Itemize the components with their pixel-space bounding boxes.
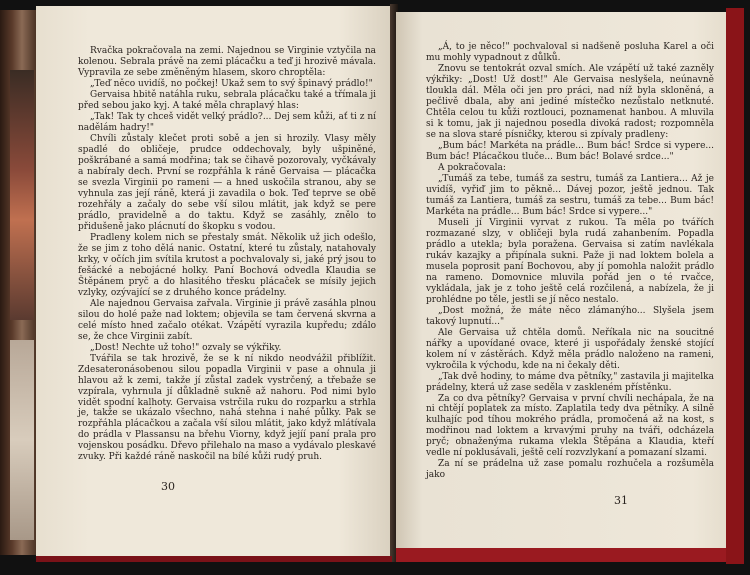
paragraph: „Tak! Tak ty chceš vidět velký prádlo?... Dej sem kůži, ať ti z ní nadělám hadry!" [78, 111, 376, 133]
paragraph: „Tumáš za tebe, tumáš za sestru, tumáš za Lantiera... Až je uvidíš, vyřiď jim to pěkně... Dávej pozor, ještě jednou. Tak tumáš za Lantiera, tumáš za sestru, tumáš za tebe... Bum bác! Markéta na prádle... Bum bác! Srdce si vypere..." [426, 173, 714, 217]
paragraph: Tvářila se tak hrozivě, že se k ní nikdo neodvážil přiblížit. Zdesateronásobenou silou popadla Virginii v pase a ohnula ji hlavou až k zemi, takže jí zůstal zadek vystrčený, a třebaže se vzpírala, vyhrnula jí důkladně sukně až nahoru. Pod nimi bylo vidět spodní kalhoty. Gervaisa vstrčila ruku do rozparku a strhla je, takže se ukázalo všechno, nahá stehna i nahé půlky. Pak se rozpřáhla plácačkou a začala vší silou mlátit, jako když mlátívala do prádla v Plassansu na břehu Viorny, když jejíí paní prala pro vojenskou posádku. Dřevo přilehalo na maso a vydávalo pleskavé zvuky. Při každé ráně naskočil na bílé kůži rudý pruh. [78, 353, 376, 463]
paragraph: „Bum bác! Markéta na prádle... Bum bác! Srdce si vypere... Bum bác! Plácačkou tluče... Bum bác! Bolavé srdce..." [426, 140, 714, 162]
paragraph: Rvačka pokračovala na zemi. Najednou se Virginie vztyčila na kolenou. Sebrala právě na zemi plácačku a teď ji hrozivě mávala. Vypravila ze sebe změněným hlasem, skoro chroptěla: [78, 46, 376, 78]
paragraph: A pokračovala: [438, 162, 506, 173]
right-page [396, 12, 726, 552]
paragraph: Ale najednou Gervaisa zařvala. Virginie ji právě zasáhla plnou silou do holé paže nad loktem; objevila se tam červená skvrna a celé místo hned začalo otékat. Vzápětí vyrazila kupředu; zdálo se, že chce Virginii zabít. [78, 298, 376, 342]
paragraph: „Dost! Nechte už toho!" ozvaly se výkřiky. [90, 342, 282, 353]
page-number-left: 30 [161, 480, 175, 493]
cover-photo-top [10, 70, 34, 320]
paragraph: Za co dva pětníky? Gervaisa v první chvíli nechápala, že na ni chtějí poplatek za místo. Zaplatila tedy dva pětníky. A silně kulhajíc pod tíhou mokrého prádla, promočená až na kost, s modřinou nad loktem a krvavými pruhy na tváři, odcházela pryč; obnaženýma rukama vlekla Štěpána a Klaudia, kteří vedle ní poklusávali, ještě celí rozvzlykaní a pomazaní slzami. [426, 393, 714, 459]
book-left-edge [0, 10, 40, 555]
left-page [36, 6, 392, 558]
paragraph: „Á, to je něco!" pochvaloval si nadšeně posluha Karel a oči mu mohly vypadnout z důlků. [426, 42, 714, 63]
paragraph: „Teď něco uvidíš, no počkej! Ukaž sem to svý špinavý prádlo!" [90, 78, 373, 89]
paragraph: „Tak dvě hodiny, to máme dva pětníky," zastavila ji majitelka prádelny, která už zase seděla v zaskleném přístěnku. [426, 371, 714, 393]
paragraph: Pradleny kolem nich se přestaly smát. Několik už jich odešlo, že se jim z toho dělá nanic. Ostatní, které tu zůstaly, natahovaly krky, v očích jim svítila krutost a pochvalovaly si, jaké prý jsou to fešácké a nebojácné holky. Paní Bochová odvedla Klaudia se Štěpánem pryč a do hlasitého třesku plácaček se mísily jejich vzlyky, ozývající se z druhého konce prádelny. [78, 232, 376, 298]
cover-bottom-left [36, 556, 392, 562]
cover-bottom-right [396, 548, 736, 562]
cover-photo-bottom [10, 340, 34, 540]
right-page-text [426, 42, 714, 481]
paragraph: Gervaisa hbitě natáhla ruku, sebrala plácačku také a třímala ji před sebou jako kyj. A také měla chraplavý hlas: [78, 89, 376, 111]
paragraph: „Dost možná, že máte něco zlámanýho... Slyšela jsem takový lupnutí..." [426, 305, 714, 327]
paragraph: Museli jí Virginii vyrvat z rukou. Ta měla po tvářích rozmazané slzy, v obličeji byla rudá zahanbením. Popadla prádlo a utekla; byla poražena. Gervaisa si zatím navlékala rukáv kazajky a připínala sukni. Paže ji nad loktem bolela a musela poprosit paní Bochovou, aby jí pomohla naložit prádlo na rameno. Domovnice mluvila pořád jen o té rvačce, vykládala, jak je z toho ještě celá rozčilená, a nabízela, že ji prohlédne po těle, jestli se jí něco nestalo. [426, 217, 714, 305]
left-page-text [78, 46, 376, 463]
paragraph: Znovu se tentokrát ozval smích. Ale vzápětí už také zazněly výkřiky: „Dost! Už dost!" Ale Gervaisa neslyšela, neúnavně tloukla dál. Měla oči jen pro práci, nad níž byla skloněná, a pečlivě dbala, aby ani jediné místečko nezůstalo netknuté. Chtěla celou tu kůži roztlouci, poznamenat hanbou. A mluvila si k tomu, jak ji najednou posedla divoká radost; rozpomněla se na slova staré písničky, kterou si zpívaly pradleny: [426, 63, 714, 140]
page-number-right: 31 [614, 494, 628, 507]
cover-right-edge [726, 8, 744, 564]
paragraph: Chvíli zůstaly klečet proti sobě a jen si hrozily. Vlasy měly spadlé do obličeje, prudce oddechovaly, byly ušpiněné, poškrábané a samá modřina; tak se čihavě pozorovaly, vyčkávaly a nabíraly dech. První se rozpřáhla k ráně Gervaisa — plácačka se svezla Virginii po rameni — a hned uskočila stranou, aby se vyhnula zas její ráně, která ji zavadila o bok. Teď teprve se obě rozehřály a začaly do sebe vší silou mlátit, jak když se pere prádlo, pravidelně a do taktu. Když se zasáhly, znělo to přidušeně jako plácnutí do škopku s vodou. [78, 133, 376, 232]
paragraph: Ale Gervaisa už chtěla domů. Neříkala nic na soucitné nářky a upovídané ovace, které ji uspořádaly ženské stojící kolem ní v zástěrách. Když měla prádlo naloženo na rameni, vykročila k východu, kde na ni čekaly děti. [426, 327, 714, 371]
paragraph: Za ní se prádelna už zase pomalu rozhučela a rozšuměla jako [426, 459, 714, 481]
